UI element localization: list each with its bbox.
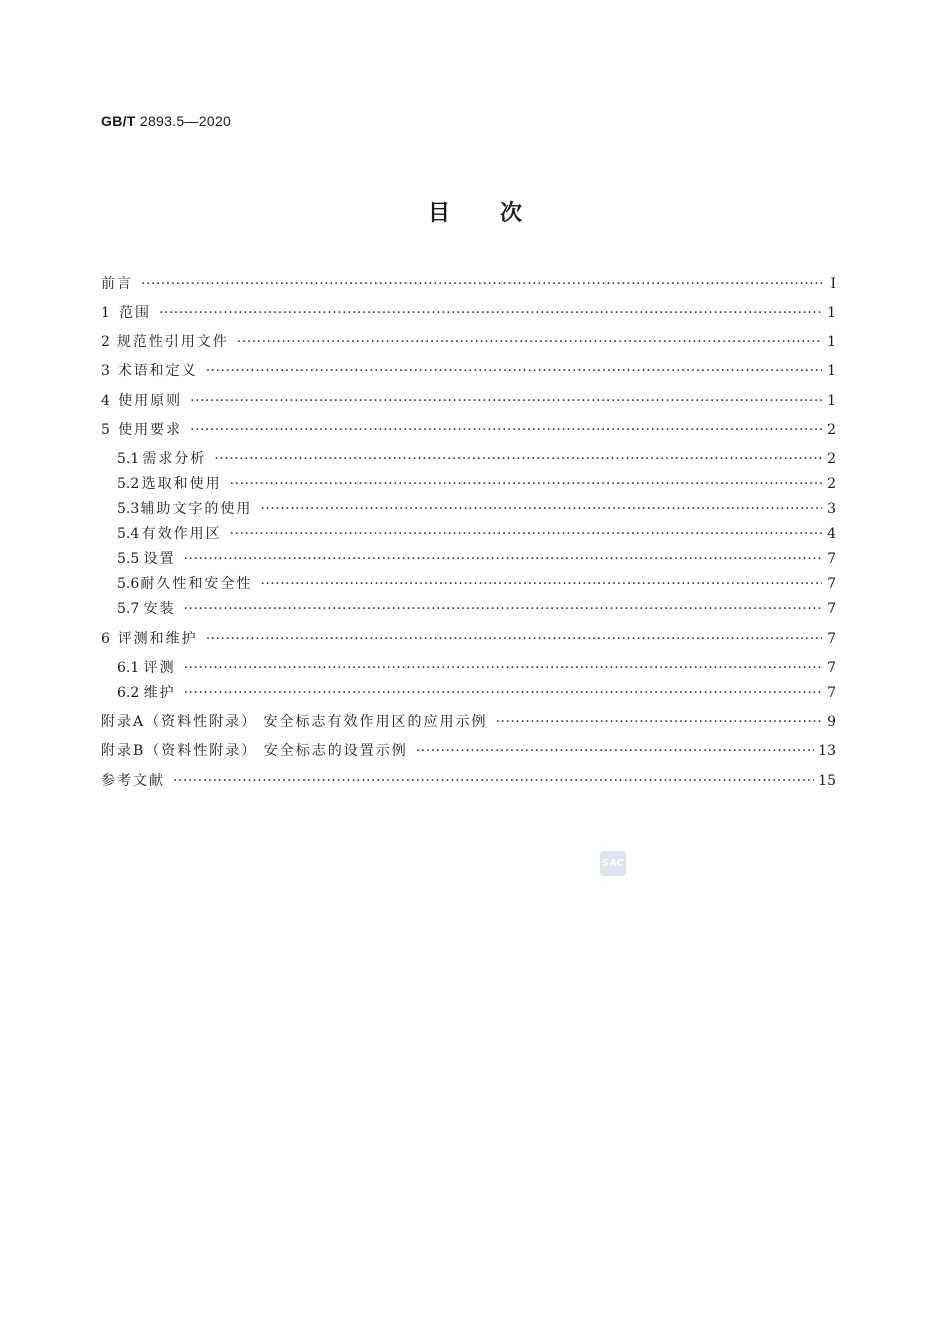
toc-dot-leader	[496, 712, 822, 732]
toc-entry-label: 规范性引用文件	[116, 334, 229, 350]
toc-entry-label: 耐久性和安全性	[140, 576, 253, 592]
toc-entry-page: 1	[827, 393, 836, 409]
toc-entry-label: 评测	[143, 660, 176, 676]
toc-entry-5-6[interactable]	[117, 574, 836, 594]
toc-entry-page: 9	[827, 714, 836, 730]
toc-entry-label: 使用要求	[118, 422, 183, 438]
page-title: 目次	[427, 201, 572, 226]
toc-dot-leader	[190, 391, 822, 411]
toc-entry-number: 5.3	[117, 501, 140, 517]
toc-entry-label: 维护	[143, 685, 176, 701]
toc-entry-5-2[interactable]	[117, 474, 836, 494]
toc-entry-appendix-b[interactable]	[101, 741, 836, 761]
toc-entry-label: 术语和定义	[117, 363, 198, 379]
toc-entry-label: 有效作用区	[141, 526, 222, 542]
toc-entry-6[interactable]	[101, 629, 836, 649]
toc-entry-label: 参考文献	[101, 773, 165, 789]
toc-entry-page: 1	[827, 334, 836, 350]
toc-entry-5-1[interactable]	[117, 449, 836, 469]
toc-entry-number: 5.2	[117, 476, 140, 492]
toc-dot-leader	[159, 303, 822, 323]
toc-entry-number: 6.2	[117, 685, 140, 701]
table-of-contents	[101, 0, 836, 1344]
toc-dot-leader	[141, 274, 822, 294]
toc-dot-leader	[416, 741, 814, 761]
toc-entry-page: 13	[818, 743, 836, 759]
toc-dot-leader	[260, 574, 822, 594]
toc-entry-label: 使用原则	[118, 393, 183, 409]
toc-entry-number: 5.1	[117, 451, 140, 467]
toc-dot-leader	[206, 629, 822, 649]
toc-entry-5[interactable]	[101, 420, 836, 440]
toc-entry-6-2[interactable]	[117, 683, 836, 703]
sac-watermark-logo: SAC	[600, 851, 626, 876]
toc-entry-bibliography[interactable]	[101, 771, 836, 791]
toc-entry-page: 7	[827, 576, 836, 592]
toc-entry-label: 附录B（资料性附录） 安全标志的设置示例	[101, 743, 408, 759]
toc-entry-4[interactable]	[101, 391, 836, 411]
toc-dot-leader	[173, 771, 814, 791]
toc-entry-number: 1	[101, 305, 110, 321]
toc-entry-number: 6.1	[117, 660, 140, 676]
toc-entry-5-3[interactable]	[117, 499, 836, 519]
toc-entry-foreword[interactable]	[101, 274, 836, 294]
toc-entry-label: 评测和维护	[117, 631, 198, 647]
toc-entry-number: 5.4	[117, 526, 140, 542]
toc-entry-label: 辅助文字的使用	[140, 501, 253, 517]
toc-entry-page: 1	[827, 305, 836, 321]
toc-entry-label: 附录A（资料性附录） 安全标志有效作用区的应用示例	[101, 714, 488, 730]
toc-entry-page: 7	[827, 551, 836, 567]
toc-dot-leader	[184, 658, 822, 678]
toc-entry-page: 15	[818, 773, 836, 789]
toc-entry-page: 1	[827, 363, 836, 379]
toc-entry-number: 2	[101, 334, 110, 350]
toc-entry-page: Ⅰ	[830, 276, 836, 292]
toc-entry-label: 需求分析	[142, 451, 207, 467]
toc-dot-leader	[214, 449, 822, 469]
toc-entry-page: 3	[827, 501, 836, 517]
toc-dot-leader	[184, 599, 822, 619]
toc-entry-page: 2	[827, 476, 836, 492]
toc-dot-leader	[230, 474, 822, 494]
toc-entry-5-5[interactable]	[117, 549, 836, 569]
toc-entry-5-7[interactable]	[117, 599, 836, 619]
toc-entry-page: 2	[827, 451, 836, 467]
toc-entry-number: 5.7	[117, 601, 140, 617]
toc-entry-number: 5.6	[117, 576, 140, 592]
toc-entry-number: 5	[101, 422, 110, 438]
toc-entry-number: 6	[101, 631, 110, 647]
toc-dot-leader	[260, 499, 822, 519]
toc-dot-leader	[184, 683, 822, 703]
toc-entry-2[interactable]	[101, 332, 836, 352]
toc-entry-number: 3	[101, 363, 110, 379]
toc-dot-leader	[206, 361, 822, 381]
toc-entry-page: 7	[827, 601, 836, 617]
toc-entry-page: 7	[827, 631, 836, 647]
toc-entry-label: 选取和使用	[141, 476, 222, 492]
toc-entry-page: 7	[827, 660, 836, 676]
toc-dot-leader	[230, 524, 822, 544]
toc-entry-appendix-a[interactable]	[101, 712, 836, 732]
toc-entry-5-4[interactable]	[117, 524, 836, 544]
toc-entry-page: 2	[827, 422, 836, 438]
toc-dot-leader	[190, 420, 822, 440]
toc-dot-leader	[237, 332, 822, 352]
toc-entry-number: 4	[101, 393, 110, 409]
toc-entry-label: 前言	[101, 276, 133, 292]
standard-code-number: 2893.5—2020	[139, 113, 232, 129]
toc-entry-page: 7	[827, 685, 836, 701]
toc-entry-3[interactable]	[101, 361, 836, 381]
toc-entry-page: 4	[827, 526, 836, 542]
toc-entry-number: 5.5	[117, 551, 140, 567]
toc-entry-label: 安装	[143, 601, 176, 617]
toc-dot-leader	[184, 549, 822, 569]
standard-code-prefix: GB/T	[101, 113, 136, 129]
toc-entry-label: 设置	[143, 551, 176, 567]
toc-entry-6-1[interactable]	[117, 658, 836, 678]
toc-entry-label: 范围	[118, 305, 151, 321]
toc-entry-1[interactable]	[101, 303, 836, 323]
